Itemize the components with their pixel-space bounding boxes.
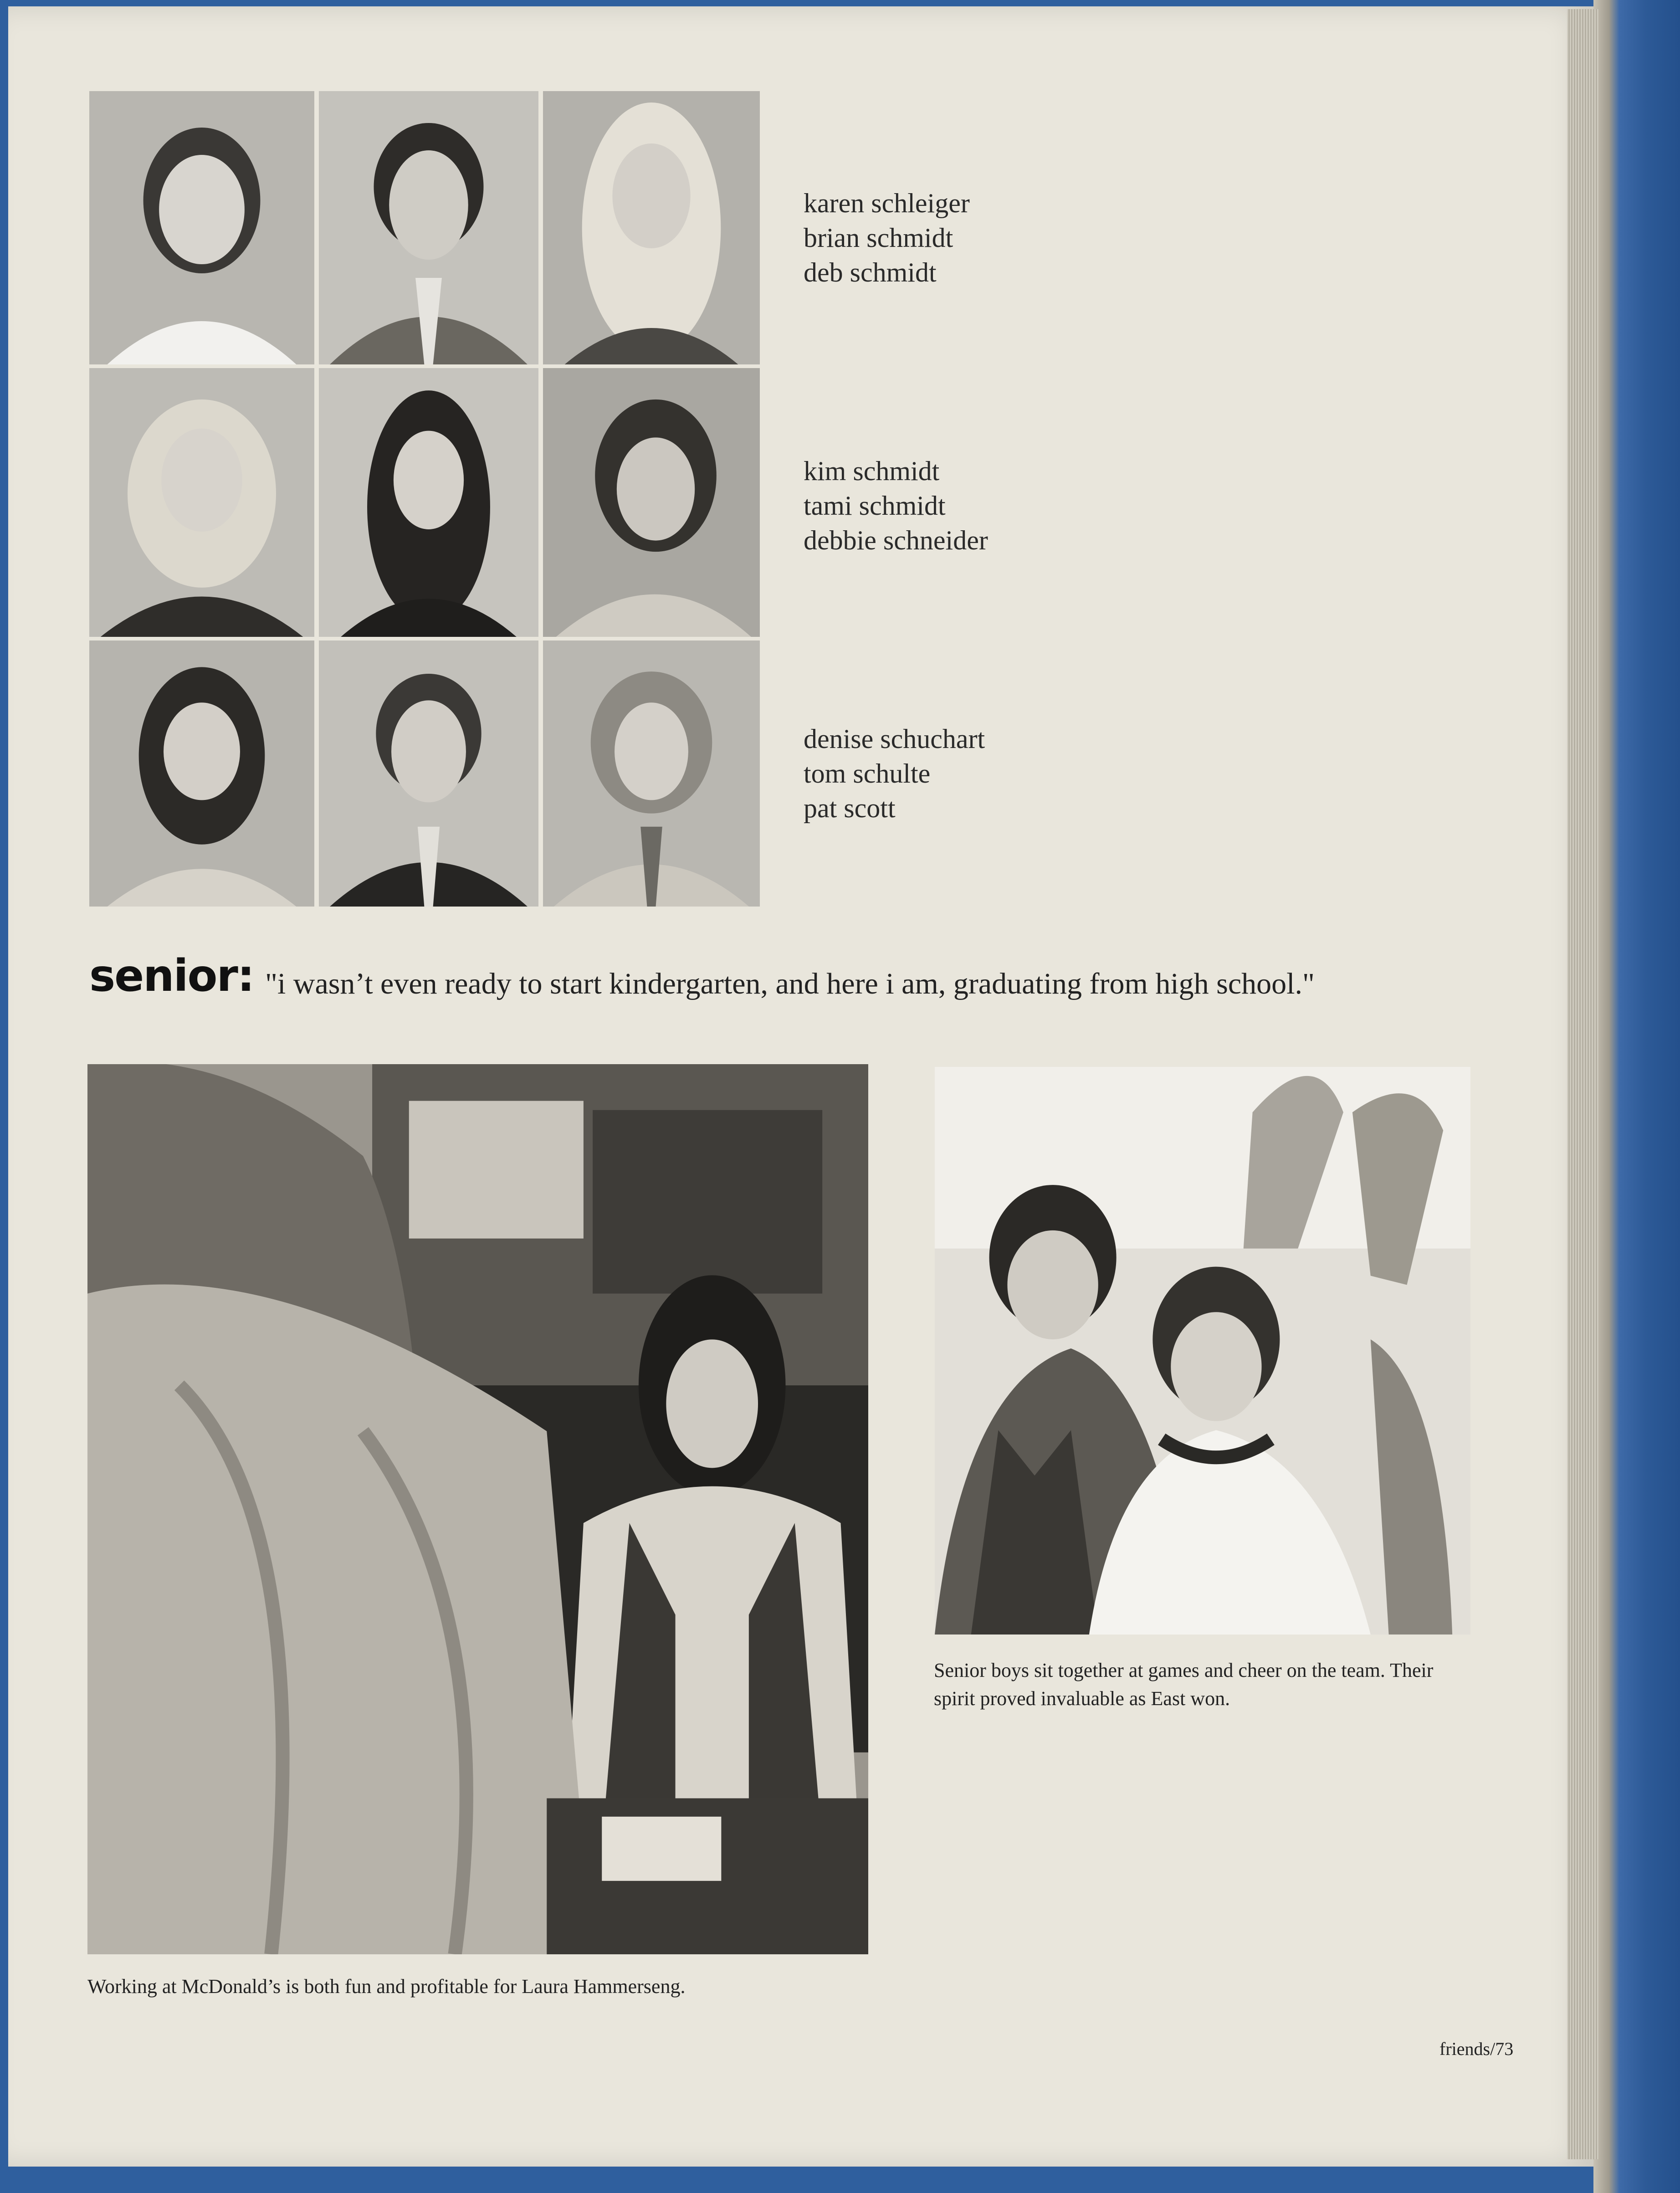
senior-label: senior: xyxy=(89,950,254,1001)
name-line: denise schuchart xyxy=(804,724,985,754)
name-line: karen schleiger xyxy=(804,188,970,218)
portrait-pat-scott xyxy=(543,640,760,907)
name-line: brian schmidt xyxy=(804,223,953,253)
name-line: deb schmidt xyxy=(804,257,937,287)
portrait-kim-schmidt xyxy=(89,368,314,637)
portrait-debbie-schneider xyxy=(543,368,760,637)
portrait-brian-schmidt xyxy=(319,91,538,364)
name-line: pat scott xyxy=(804,793,896,823)
name-line: debbie schneider xyxy=(804,525,988,555)
left-photo-caption: Working at McDonald’s is both fun and profitable for Laura Hammerseng. xyxy=(87,1975,686,1998)
portrait-denise-schuchart xyxy=(89,640,314,907)
senior-boys-cheering-photo xyxy=(935,1067,1470,1635)
name-line: tami schmidt xyxy=(804,491,946,521)
portrait-karen-schleiger xyxy=(89,91,314,364)
senior-quote: "i wasn’t even ready to start kindergarten, and here i am, graduating from high school." xyxy=(265,967,1315,1000)
right-photo-caption: Senior boys sit together at games and cheer on the team. Their spirit proved invaluable as East won. xyxy=(934,1659,1434,1710)
name-group-row-2 xyxy=(804,454,988,558)
page-folio: friends/73 xyxy=(1439,2039,1514,2059)
portrait-tom-schulte xyxy=(319,640,538,907)
portrait-deb-schmidt xyxy=(543,91,760,364)
name-group-row-1 xyxy=(804,186,970,290)
name-line: kim schmidt xyxy=(804,456,940,486)
mcdonalds-counter-photo xyxy=(87,1064,868,1954)
portrait-tami-schmidt xyxy=(319,368,538,637)
page-edges xyxy=(1567,9,1599,2159)
book-binding xyxy=(1593,0,1680,2193)
name-group-row-3 xyxy=(804,722,985,825)
name-line: tom schulte xyxy=(804,758,931,789)
